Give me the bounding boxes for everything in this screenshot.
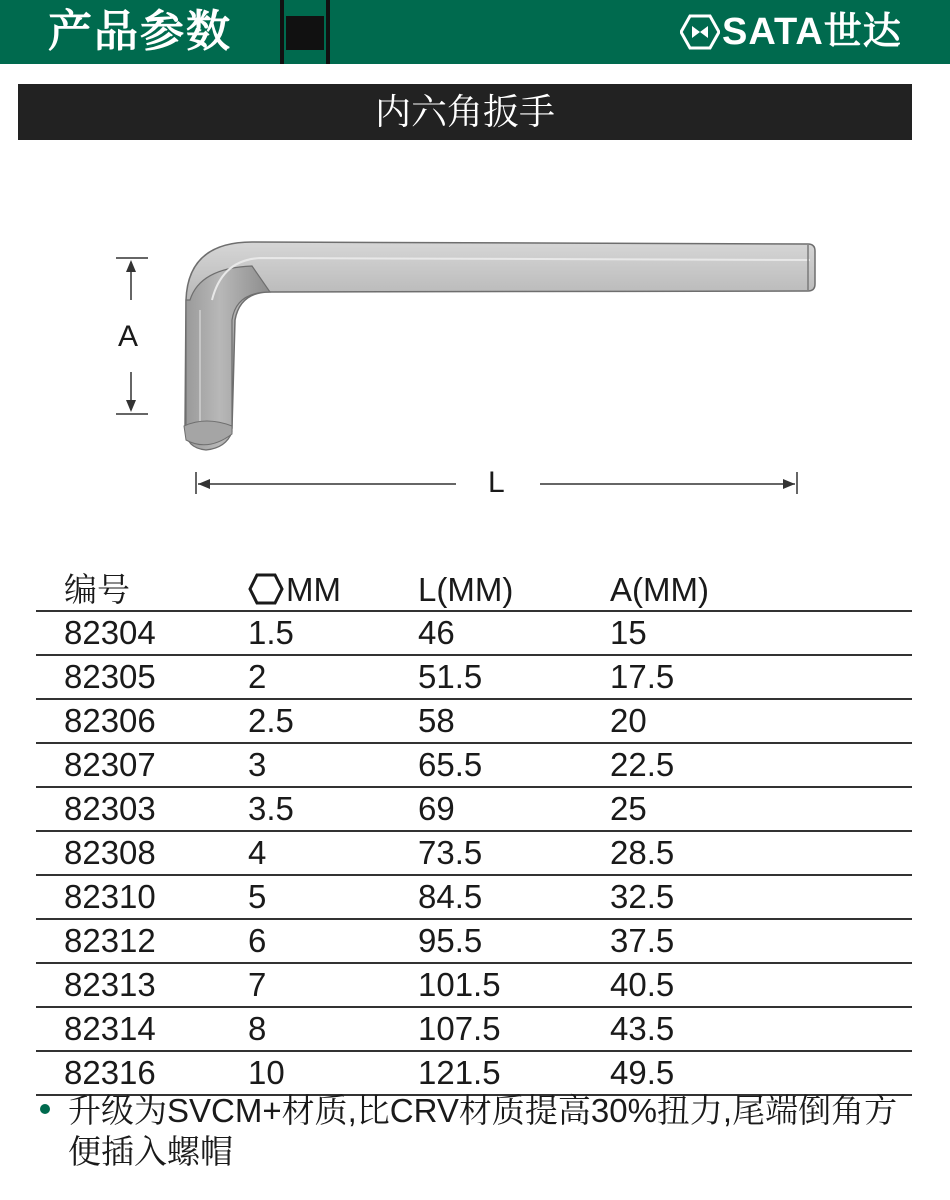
cell-size: 7 — [248, 966, 267, 1003]
cell-length: 58 — [418, 702, 455, 739]
table-row — [36, 656, 912, 700]
cell-length: 73.5 — [418, 834, 483, 871]
cell-short-arm: 25 — [610, 790, 647, 827]
cell-part-number: 82303 — [64, 790, 156, 827]
cell-length: 65.5 — [418, 746, 483, 783]
cell-size: 8 — [248, 1010, 267, 1047]
cell-part-number: 82305 — [64, 658, 156, 695]
dimension-l-label: L — [488, 466, 505, 499]
table-row — [36, 832, 912, 876]
table-row — [36, 1008, 912, 1052]
cell-short-arm: 22.5 — [610, 746, 675, 783]
cell-part-number: 82312 — [64, 922, 156, 959]
header-part-number: 编号 — [64, 571, 130, 608]
wrench-diagram — [0, 150, 950, 540]
cell-size: 6 — [248, 922, 267, 959]
cell-part-number: 82304 — [64, 614, 156, 651]
table-row — [36, 920, 912, 964]
feature-note-text: 升级为SVCM+材质,比CRV材质提高30%扭力,尾端倒角方便插入螺帽 — [68, 1092, 898, 1170]
brand-name: SATA世达 — [722, 11, 902, 53]
cell-size: 1.5 — [248, 614, 294, 651]
table-row — [36, 700, 912, 744]
header-divider-block — [286, 16, 324, 50]
header-size — [248, 566, 341, 614]
cell-length: 51.5 — [418, 658, 483, 695]
cell-short-arm: 32.5 — [610, 878, 675, 915]
hex-key-drawing — [0, 150, 950, 540]
table-row — [36, 876, 912, 920]
header-divider-right — [326, 0, 330, 64]
header-length: L(MM) — [418, 571, 514, 608]
header-short-arm: A(MM) — [610, 571, 709, 608]
cell-part-number: 82316 — [64, 1054, 156, 1091]
section-title: 产品参数 — [48, 7, 232, 56]
cell-short-arm: 40.5 — [610, 966, 675, 1003]
cell-part-number: 82313 — [64, 966, 156, 1003]
bullet-icon — [40, 1104, 50, 1114]
table-header-row — [36, 566, 912, 612]
cell-part-number: 82314 — [64, 1010, 156, 1047]
cell-short-arm: 37.5 — [610, 922, 675, 959]
cell-short-arm: 17.5 — [610, 658, 675, 695]
header-divider-left — [280, 0, 284, 64]
cell-length: 84.5 — [418, 878, 483, 915]
spec-table — [36, 566, 912, 1096]
cell-size: 2.5 — [248, 702, 294, 739]
cell-short-arm: 20 — [610, 702, 647, 739]
cell-size: 2 — [248, 658, 267, 695]
header-bar — [0, 0, 950, 64]
table-row — [36, 744, 912, 788]
cell-size: 3.5 — [248, 790, 294, 827]
cell-size: 3 — [248, 746, 267, 783]
cell-length: 101.5 — [418, 966, 501, 1003]
table-row — [36, 788, 912, 832]
cell-length: 95.5 — [418, 922, 483, 959]
brand-logo — [680, 10, 930, 54]
cell-length: 121.5 — [418, 1054, 501, 1091]
cell-part-number: 82307 — [64, 746, 156, 783]
hexagon-icon — [248, 573, 284, 605]
cell-part-number: 82308 — [64, 834, 156, 871]
cell-short-arm: 43.5 — [610, 1010, 675, 1047]
cell-part-number: 82306 — [64, 702, 156, 739]
cell-size: 5 — [248, 878, 267, 915]
cell-part-number: 82310 — [64, 878, 156, 915]
table-row — [36, 612, 912, 656]
cell-size: 4 — [248, 834, 267, 871]
cell-size: 10 — [248, 1054, 285, 1091]
cell-length: 46 — [418, 614, 455, 651]
table-row — [36, 964, 912, 1008]
product-title: 内六角扳手 — [18, 84, 912, 140]
cell-length: 107.5 — [418, 1010, 501, 1047]
cell-length: 69 — [418, 790, 455, 827]
header-size-label: MM — [286, 571, 341, 608]
brand-emblem-icon — [680, 14, 720, 50]
cell-short-arm: 49.5 — [610, 1054, 675, 1091]
cell-short-arm: 28.5 — [610, 834, 675, 871]
cell-short-arm: 15 — [610, 614, 647, 651]
dimension-a-label: A — [118, 320, 139, 353]
feature-note — [40, 1090, 920, 1172]
